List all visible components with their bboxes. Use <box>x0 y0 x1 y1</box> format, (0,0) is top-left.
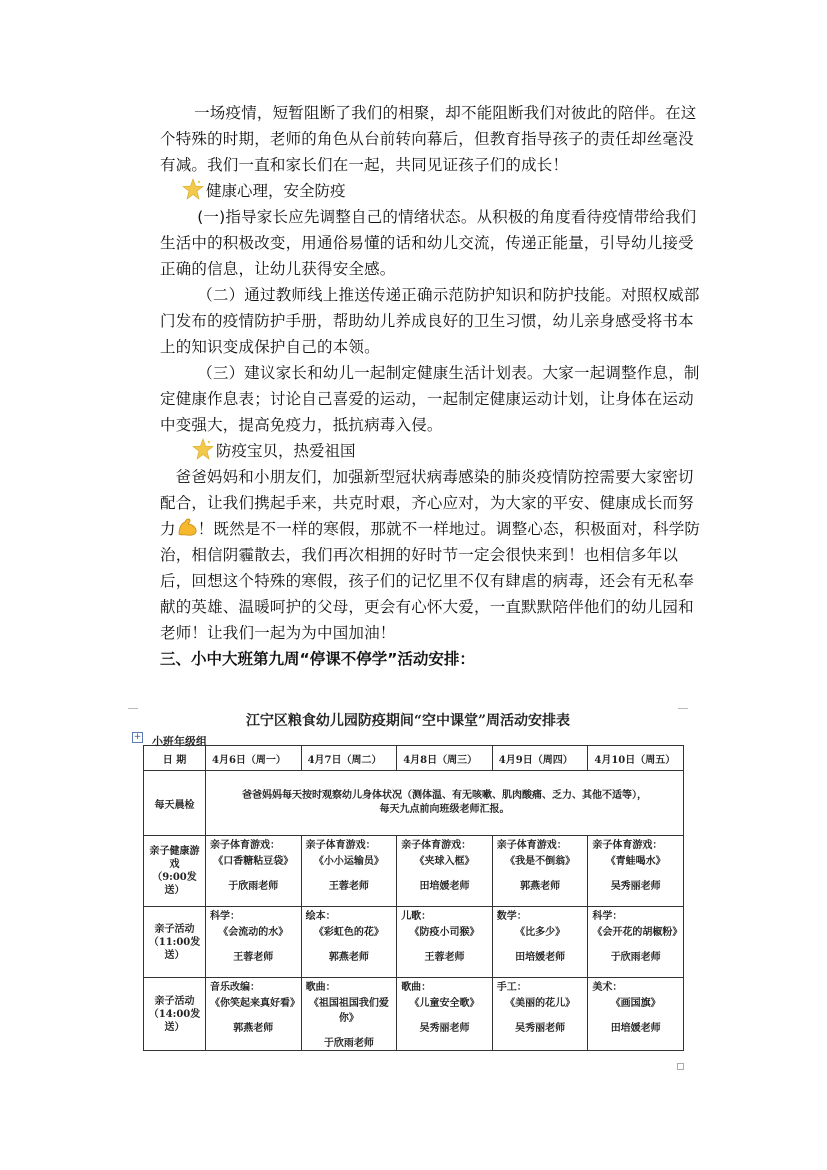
table-move-handle-icon[interactable]: + <box>133 732 142 742</box>
activity-cell <box>206 907 302 978</box>
table-row <box>144 907 684 978</box>
morning-check-line: 爸爸妈妈每天按时观察幼儿身体状况（测体温、有无咳嗽、肌肉酸痛、乏力、其他不适等）， <box>242 790 647 801</box>
activity-cell <box>397 836 493 907</box>
row-label-name: 亲子健康游戏 <box>149 846 200 870</box>
morning-check-text <box>206 771 684 836</box>
activity-teacher: 郭燕老师 <box>520 881 561 892</box>
activity-category: 歌曲： <box>401 982 432 993</box>
day-header: 4月10日（周五） <box>588 746 684 771</box>
activity-teacher: 田培媛老师 <box>419 881 470 892</box>
activity-title: 《画国旗》 <box>610 998 661 1009</box>
day-header: 4月6日（周一） <box>206 746 302 771</box>
activity-cell <box>206 836 302 907</box>
morning-check-label: 每天晨检 <box>144 771 206 836</box>
activity-category: 手工： <box>496 982 527 993</box>
activity-category: 音乐改编： <box>210 982 260 993</box>
table-row <box>144 978 684 1051</box>
activity-category: 科学： <box>210 911 240 922</box>
point-two-paragraph: （二）通过教师线上推送传递正确示范防护知识和防护技能。对照权威部门发布的疫情防护手册，帮助幼儿养成良好的卫生习惯，幼儿亲身感受将书本上的知识变成保护自己的本领。 <box>160 286 700 356</box>
flexed-biceps-icon <box>176 517 198 537</box>
activity-teacher: 于欣雨老师 <box>228 881 279 892</box>
activity-title: 《防疫小司猴》 <box>409 927 480 938</box>
activity-category: 亲子体育游戏： <box>592 840 663 851</box>
morning-check-line: 每天九点前向班级老师汇报。 <box>379 804 510 815</box>
activity-cell <box>492 907 588 978</box>
heading-healthy-mind <box>160 178 705 204</box>
heading-text: 防疫宝贝，热爱祖国 <box>216 442 356 460</box>
activity-title: 《口香糖粘豆袋》 <box>213 856 294 867</box>
schedule-table-image <box>128 700 688 1070</box>
row-label <box>144 836 206 907</box>
row-label-time: （14:00发送） <box>148 1008 201 1033</box>
activity-category: 歌曲： <box>305 982 336 993</box>
activity-cell <box>492 836 588 907</box>
activity-cell <box>301 978 397 1051</box>
activity-teacher: 王蓉老师 <box>233 952 274 963</box>
activity-teacher: 郭燕老师 <box>233 1023 274 1034</box>
activity-title: 《儿童安全歌》 <box>409 998 480 1009</box>
activity-teacher: 吴秀丽老师 <box>515 1023 566 1034</box>
activity-cell <box>588 978 684 1051</box>
point-three-paragraph: （三）建议家长和幼儿一起制定健康生活计划表。大家一起调整作息，制定健康作息表；讨论自己喜爱的运动，一起制定健康运动计划，让身体在运动中变强大，提高免疫力，抵抗病毒入侵。 <box>160 364 700 434</box>
activity-cell <box>206 978 302 1051</box>
section-title: 三、小中大班第九周“停课不停学”活动安排： <box>160 650 475 668</box>
day-header: 4月7日（周二） <box>301 746 397 771</box>
activity-title: 《会流动的水》 <box>218 927 289 938</box>
sparkle-star-icon <box>182 178 204 200</box>
date-header: 日 期 <box>144 746 206 771</box>
row-label-time: （11:00发送） <box>148 936 201 961</box>
activity-cell <box>397 907 493 978</box>
activity-cell <box>492 978 588 1051</box>
closing-text-part-2: ！既然是不一样的寒假，那就不一样地过。调整心态，积极面对，科学防治，相信阴霾散去，我们再次相拥的好时节一定会很快来到！也相信多年以后，回想这个特殊的寒假，孩子们的记忆里不仅有肆虐的病毒，还会有无私奉献的英雄、温暖呵护的父母，更会有心怀大爱，一直默默陪伴他们的幼儿园和老师！让我们一起为为中国加油！ <box>160 520 701 642</box>
activity-teacher: 吴秀丽老师 <box>419 1023 470 1034</box>
activity-category: 数学： <box>496 911 527 922</box>
activity-title: 《祖国祖国我们爱你》 <box>308 998 389 1024</box>
activity-title: 《你笑起来真好看》 <box>210 998 300 1009</box>
activity-title: 《青蛙喝水》 <box>605 856 666 867</box>
activity-category: 亲子体育游戏： <box>305 840 376 851</box>
activity-cell <box>588 836 684 907</box>
activity-title: 《比多少》 <box>515 927 566 938</box>
closing-text-part-1: 爸爸妈妈和小朋友们，加强新型冠状病毒感染的肺炎疫情防控需要大家密切配合，让我们携起手来，共克时艰，齐心应对，为大家的平安、健康成长而努力 <box>160 468 694 538</box>
table-resize-handle-icon[interactable] <box>677 1063 684 1070</box>
activity-category: 绘本： <box>305 911 336 922</box>
activity-category: 亲子体育游戏： <box>401 840 472 851</box>
row-label-name: 亲子活动 <box>154 995 195 1007</box>
activity-title: 《夹球入框》 <box>414 856 475 867</box>
intro-paragraph: 一场疫情，短暂阻断了我们的相聚，却不能阻断我们对彼此的陪伴。在这个特殊的时期，老师的角色从台前转向幕后，但教育指导孩子的责任却丝毫没有减。我们一直和家长们在一起，共同见证孩子们的成长！ <box>160 104 697 174</box>
heading-text: 健康心理，安全防疫 <box>206 182 346 200</box>
activity-cell <box>301 836 397 907</box>
activity-teacher: 田培媛老师 <box>515 952 566 963</box>
activity-category: 亲子体育游戏： <box>210 840 280 851</box>
activity-category: 美术： <box>592 982 623 993</box>
point-one-paragraph: (一)指导家长应先调整自己的情绪状态。从积极的角度看待疫情带给我们生活中的积极改变，用通俗易懂的话和幼儿交流，传递正能量，引导幼儿接受正确的信息，让幼儿获得安全感。 <box>160 208 697 278</box>
activity-title: 《彩虹色的花》 <box>313 927 384 938</box>
group-label: 小班年级组 <box>152 735 207 748</box>
table-header-row <box>144 746 684 771</box>
activity-category: 儿歌： <box>401 911 432 922</box>
activity-title: 《我是不倒翁》 <box>505 856 576 867</box>
heading-epidemic-baby <box>160 438 705 464</box>
activity-category: 亲子体育游戏： <box>496 840 567 851</box>
activity-teacher: 田培媛老师 <box>610 1023 661 1034</box>
activity-teacher: 于欣雨老师 <box>610 952 661 963</box>
day-header: 4月8日（周三） <box>397 746 493 771</box>
activity-teacher: 吴秀丽老师 <box>610 881 661 892</box>
activity-cell <box>301 907 397 978</box>
body-text <box>160 100 705 672</box>
schedule-table <box>143 745 684 1051</box>
row-label-time: （9:00发送） <box>152 872 197 896</box>
activity-title: 《小小运输员》 <box>313 856 384 867</box>
activity-teacher: 于欣雨老师 <box>323 1038 374 1049</box>
sparkle-star-icon <box>192 438 214 460</box>
activity-teacher: 王蓉老师 <box>424 952 465 963</box>
activity-teacher: 郭燕老师 <box>328 952 369 963</box>
row-label <box>144 907 206 978</box>
closing-paragraph <box>160 464 705 646</box>
activity-title: 《美丽的花儿》 <box>505 998 576 1009</box>
table-title: 江宁区粮食幼儿园防疫期间“空中课堂”周活动安排表 <box>245 713 571 729</box>
row-label <box>144 978 206 1051</box>
activity-cell <box>397 978 493 1051</box>
table-row <box>144 771 684 836</box>
row-label-name: 亲子活动 <box>154 923 195 935</box>
activity-cell <box>588 907 684 978</box>
day-header: 4月9日（周四） <box>492 746 588 771</box>
activity-category: 科学： <box>592 911 623 922</box>
activity-teacher: 王蓉老师 <box>328 881 369 892</box>
table-row <box>144 836 684 907</box>
activity-title: 《会开花的胡椒粉》 <box>592 927 683 938</box>
